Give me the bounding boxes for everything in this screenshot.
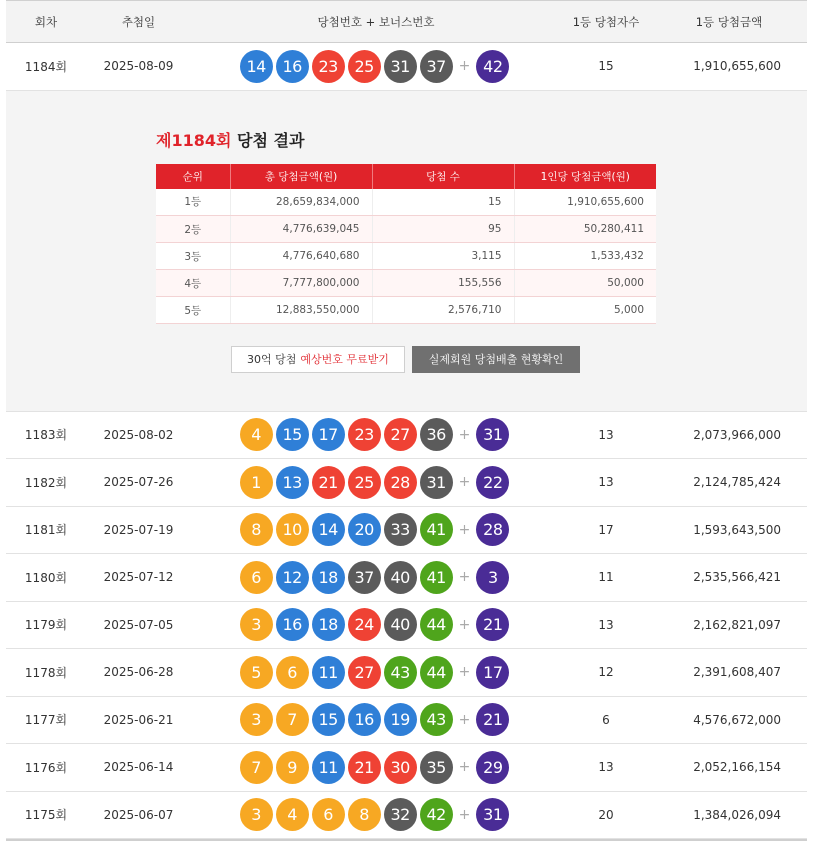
round-number: 1184회 — [24, 59, 68, 74]
table-row[interactable] — [6, 507, 807, 555]
check-winners-button[interactable]: 실제회원 당첨배출 현황확인 — [412, 346, 580, 373]
bonus-ball: 17 — [476, 656, 509, 689]
lotto-ball: 10 — [276, 513, 309, 546]
lotto-results-table — [6, 0, 807, 841]
prize-total: 12,883,550,000 — [230, 297, 372, 324]
detail-title — [156, 128, 304, 151]
prize-per-winner: 5,000 — [514, 297, 656, 324]
prize-count: 15 — [372, 189, 514, 216]
prize-per-winner: 50,000 — [514, 270, 656, 297]
prize-total: 7,777,800,000 — [230, 270, 372, 297]
prize-amount: 1,384,026,094 — [693, 807, 781, 822]
table-row[interactable] — [6, 602, 807, 650]
prize-count: 2,576,710 — [372, 297, 514, 324]
winning-balls — [191, 703, 561, 736]
plus-icon: + — [458, 759, 471, 776]
table-row[interactable] — [6, 649, 807, 697]
round-number: 1179회 — [24, 618, 68, 633]
prize-amount: 2,052,166,154 — [693, 760, 781, 775]
lotto-ball: 21 — [312, 466, 345, 499]
col-rank: 순위 — [156, 164, 230, 189]
lotto-ball: 23 — [348, 418, 381, 451]
lotto-ball: 15 — [276, 418, 309, 451]
lotto-ball: 33 — [384, 513, 417, 546]
draw-date: 2025-07-19 — [103, 522, 174, 537]
bonus-ball: 3 — [476, 561, 509, 594]
lotto-ball: 7 — [240, 751, 273, 784]
round-number: 1181회 — [24, 523, 68, 538]
round-number: 1175회 — [24, 808, 68, 823]
table-row[interactable] — [6, 744, 807, 792]
lotto-ball: 18 — [312, 608, 345, 641]
lotto-ball: 3 — [240, 608, 273, 641]
winning-balls — [191, 798, 561, 831]
draw-date: 2025-06-14 — [103, 760, 174, 775]
lotto-ball: 42 — [420, 798, 453, 831]
winner-count: 13 — [598, 617, 614, 632]
winning-balls — [191, 751, 561, 784]
col-count: 당첨 수 — [372, 164, 514, 189]
draw-date: 2025-08-02 — [103, 427, 174, 442]
winner-count: 13 — [598, 475, 614, 490]
lotto-ball: 43 — [420, 703, 453, 736]
header-date: 추첨일 — [121, 14, 156, 29]
lotto-ball: 11 — [312, 751, 345, 784]
bonus-ball: 42 — [476, 50, 509, 83]
round-number: 1176회 — [24, 760, 68, 775]
plus-icon: + — [458, 806, 471, 823]
lotto-ball: 3 — [240, 798, 273, 831]
lotto-ball: 44 — [420, 608, 453, 641]
lotto-ball: 12 — [276, 561, 309, 594]
lotto-ball: 28 — [384, 466, 417, 499]
prize-row — [156, 216, 656, 243]
header-winners: 1등 당첨자수 — [572, 14, 640, 29]
plus-icon: + — [458, 664, 471, 681]
winning-balls — [191, 418, 561, 451]
prize-per-winner: 1,910,655,600 — [514, 189, 656, 216]
prize-total: 4,776,639,045 — [230, 216, 372, 243]
lotto-ball: 30 — [384, 751, 417, 784]
winner-count: 6 — [602, 712, 610, 727]
prize-amount: 1,910,655,600 — [693, 59, 781, 74]
free-numbers-button[interactable] — [231, 346, 405, 373]
winning-balls — [191, 50, 561, 83]
prize-count: 3,115 — [372, 243, 514, 270]
lotto-ball: 18 — [312, 561, 345, 594]
table-row[interactable] — [6, 697, 807, 745]
lotto-ball: 14 — [312, 513, 345, 546]
round-number: 1180회 — [24, 570, 68, 585]
prize-amount: 2,124,785,424 — [693, 475, 781, 490]
bonus-ball: 21 — [476, 703, 509, 736]
lotto-ball: 5 — [240, 656, 273, 689]
prize-rank: 5등 — [156, 297, 230, 324]
lotto-ball: 32 — [384, 798, 417, 831]
prize-amount: 4,576,672,000 — [693, 712, 781, 727]
lotto-ball: 6 — [276, 656, 309, 689]
lotto-ball: 27 — [348, 656, 381, 689]
lotto-ball: 11 — [312, 656, 345, 689]
winning-balls — [191, 513, 561, 546]
lotto-ball: 24 — [348, 608, 381, 641]
plus-icon: + — [458, 474, 471, 491]
lotto-ball: 25 — [348, 466, 381, 499]
plus-icon: + — [458, 521, 471, 538]
detail-title-suffix: 당첨 결과 — [237, 130, 305, 150]
prize-amount: 2,391,608,407 — [693, 665, 781, 680]
lotto-ball: 17 — [312, 418, 345, 451]
prize-per-winner: 50,280,411 — [514, 216, 656, 243]
prize-count: 155,556 — [372, 270, 514, 297]
results-list — [6, 412, 807, 842]
draw-date: 2025-07-12 — [103, 570, 174, 585]
winning-balls — [191, 561, 561, 594]
table-row[interactable] — [6, 459, 807, 507]
lotto-ball: 13 — [276, 466, 309, 499]
lotto-ball: 41 — [420, 561, 453, 594]
round-number: 1183회 — [24, 428, 68, 443]
lotto-ball: 35 — [420, 751, 453, 784]
col-per-winner: 1인당 당첨금액(원) — [514, 164, 656, 189]
draw-date: 2025-07-05 — [103, 617, 174, 632]
lotto-ball: 4 — [276, 798, 309, 831]
prize-breakdown-table — [156, 164, 656, 325]
lotto-ball: 36 — [420, 418, 453, 451]
table-header — [6, 0, 807, 43]
lotto-ball: 43 — [384, 656, 417, 689]
header-numbers: 당첨번호 + 보너스번호 — [317, 14, 435, 29]
winner-count: 11 — [598, 570, 614, 585]
lotto-ball: 19 — [384, 703, 417, 736]
draw-date: 2025-08-09 — [103, 59, 174, 74]
round-number: 1178회 — [24, 665, 68, 680]
lotto-ball: 14 — [240, 50, 273, 83]
winner-count: 12 — [598, 665, 614, 680]
prize-total: 4,776,640,680 — [230, 243, 372, 270]
round-number: 1177회 — [24, 713, 68, 728]
lotto-ball: 16 — [348, 703, 381, 736]
lotto-ball: 40 — [384, 561, 417, 594]
prize-total: 28,659,834,000 — [230, 189, 372, 216]
prize-row — [156, 297, 656, 324]
lotto-ball: 16 — [276, 50, 309, 83]
round-detail-panel — [6, 91, 807, 412]
prize-rank: 3등 — [156, 243, 230, 270]
header-round: 회차 — [34, 14, 58, 29]
bonus-ball: 22 — [476, 466, 509, 499]
winner-count: 13 — [598, 427, 614, 442]
lotto-ball: 7 — [276, 703, 309, 736]
winner-count: 20 — [598, 807, 614, 822]
winning-balls — [191, 466, 561, 499]
prize-amount: 2,162,821,097 — [693, 617, 781, 632]
plus-icon: + — [458, 426, 471, 443]
table-row-selected[interactable] — [6, 43, 807, 91]
prize-row — [156, 270, 656, 297]
lotto-ball: 6 — [312, 798, 345, 831]
col-total: 총 당첨금액(원) — [230, 164, 372, 189]
lotto-ball: 20 — [348, 513, 381, 546]
lotto-ball: 21 — [348, 751, 381, 784]
draw-date: 2025-07-26 — [103, 475, 174, 490]
prize-rank: 2등 — [156, 216, 230, 243]
plus-icon: + — [458, 569, 471, 586]
prize-rank: 1등 — [156, 189, 230, 216]
bonus-ball: 31 — [476, 418, 509, 451]
lotto-ball: 6 — [240, 561, 273, 594]
prize-amount: 2,535,566,421 — [693, 570, 781, 585]
free-numbers-highlight: 예상번호 무료받기 — [300, 353, 389, 366]
draw-date: 2025-06-21 — [103, 712, 174, 727]
lotto-ball: 41 — [420, 513, 453, 546]
prize-row — [156, 243, 656, 270]
lotto-ball: 4 — [240, 418, 273, 451]
lotto-ball: 25 — [348, 50, 381, 83]
winner-count: 15 — [598, 59, 614, 74]
plus-icon: + — [458, 58, 471, 75]
lotto-ball: 37 — [420, 50, 453, 83]
lotto-ball: 31 — [384, 50, 417, 83]
lotto-ball: 9 — [276, 751, 309, 784]
table-row[interactable] — [6, 412, 807, 460]
winner-count: 13 — [598, 760, 614, 775]
bonus-ball: 21 — [476, 608, 509, 641]
lotto-ball: 27 — [384, 418, 417, 451]
bonus-ball: 29 — [476, 751, 509, 784]
bonus-ball: 28 — [476, 513, 509, 546]
lotto-ball: 8 — [348, 798, 381, 831]
prize-per-winner: 1,533,432 — [514, 243, 656, 270]
table-row[interactable] — [6, 554, 807, 602]
draw-date: 2025-06-28 — [103, 665, 174, 680]
winning-balls — [191, 656, 561, 689]
lotto-ball: 3 — [240, 703, 273, 736]
plus-icon: + — [458, 711, 471, 728]
lotto-ball: 40 — [384, 608, 417, 641]
prize-row — [156, 189, 656, 216]
lotto-ball: 8 — [240, 513, 273, 546]
winning-balls — [191, 608, 561, 641]
lotto-ball: 1 — [240, 466, 273, 499]
draw-date: 2025-06-07 — [103, 807, 174, 822]
lotto-ball: 23 — [312, 50, 345, 83]
bonus-ball: 31 — [476, 798, 509, 831]
lotto-ball: 37 — [348, 561, 381, 594]
plus-icon: + — [458, 616, 471, 633]
table-row[interactable] — [6, 792, 807, 840]
prize-rank: 4등 — [156, 270, 230, 297]
prize-count: 95 — [372, 216, 514, 243]
detail-title-round: 제1184회 — [156, 130, 232, 150]
prize-amount: 2,073,966,000 — [693, 427, 781, 442]
free-numbers-prefix: 30억 당첨 — [247, 353, 297, 366]
header-amount: 1등 당첨금액 — [695, 14, 763, 29]
lotto-ball: 31 — [420, 466, 453, 499]
prize-amount: 1,593,643,500 — [693, 522, 781, 537]
lotto-ball: 15 — [312, 703, 345, 736]
winner-count: 17 — [598, 522, 614, 537]
round-number: 1182회 — [24, 475, 68, 490]
lotto-ball: 16 — [276, 608, 309, 641]
lotto-ball: 44 — [420, 656, 453, 689]
